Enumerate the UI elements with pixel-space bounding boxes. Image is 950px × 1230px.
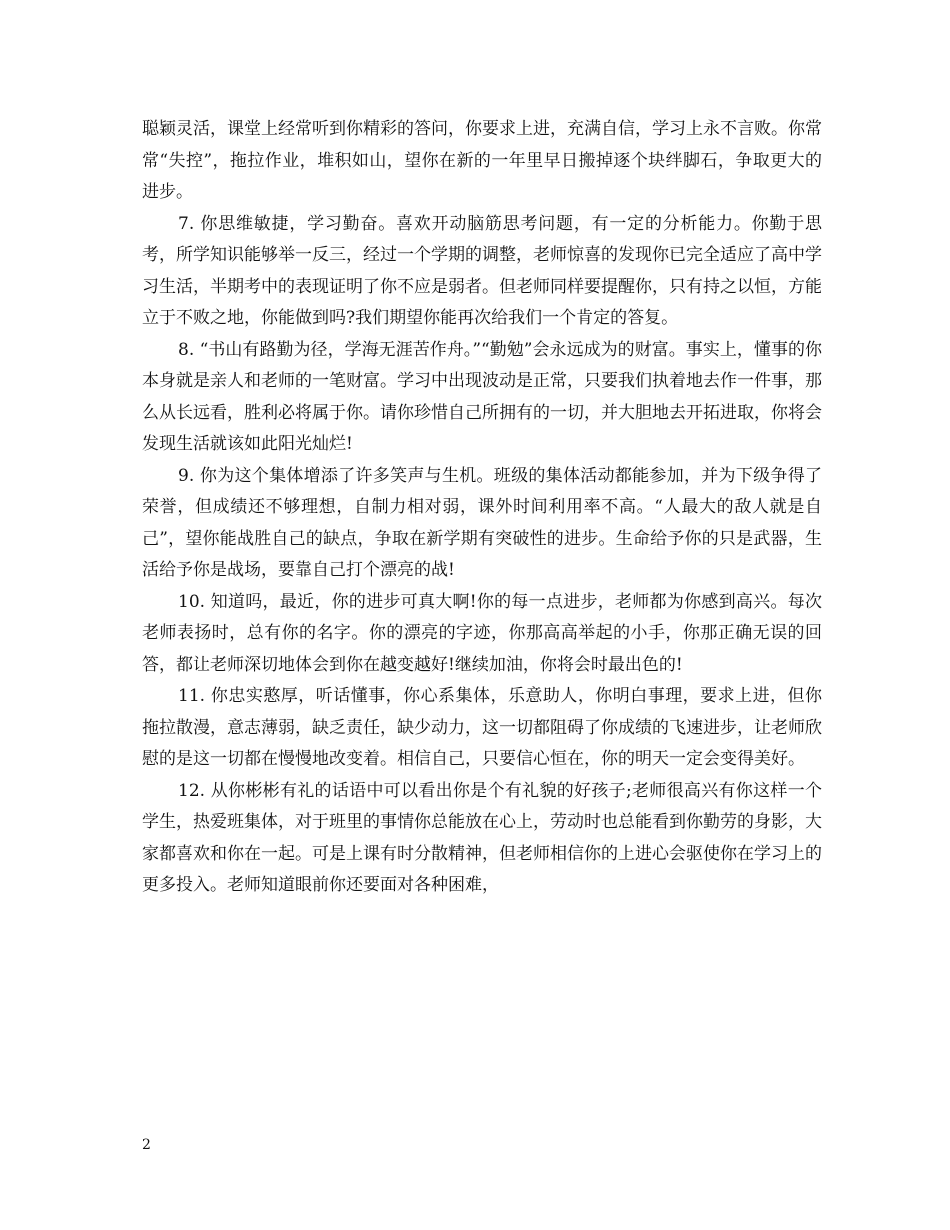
paragraph-comment-9: 9. 你为这个集体增添了许多笑声与生机。班级的集体活动都能参加，并为下级争得了荣誉，但成绩还不够理想，自制力相对弱，课外时间利用率不高。“人最大的敌人就是自己”，望你能战胜自己的缺点，争取在新学期有突破性的进步。生命给予你的只是武器，生活给予你是战场，要靠自己打个漂亮的战! [142, 465, 822, 580]
paragraph-comment-12: 12. 从你彬彬有礼的话语中可以看出你是个有礼貌的好孩子;老师很高兴有你这样一个学生，热爱班集体，对于班里的事情你总能放在心上，劳动时也总能看到你勤劳的身影，大家都喜欢和你在一起。可是上课有时分散精神，但老师相信你的上进心会驱使你在学习上的更多投入。老师知道眼前你还要面对各种困难， [142, 780, 822, 895]
paragraph-comment-11: 11. 你忠实憨厚，听话懂事，你心系集体，乐意助人，你明白事理，要求上进，但你拖拉散漫，意志薄弱，缺乏责任，缺少动力，这一切都阻碍了你成绩的飞速进步，让老师欣慰的是这一切都在慢慢地改变着。相信自己，只要信心恒在，你的明天一定会变得美好。 [142, 686, 822, 769]
document-body [142, 114, 822, 902]
paragraph-comment-8: 8. “书山有路勤为径，学海无涯苦作舟。”“勤勉”会永远成为的财富。事实上，懂事的你本身就是亲人和老师的一笔财富。学习中出现波动是正常，只要我们执着地去作一件事，那么从长远看，胜利必将属于你。请你珍惜自己所拥有的一切，并大胆地去开拓进取，你将会发现生活就该如此阳光灿烂! [142, 339, 822, 454]
paragraph-comment-7: 7. 你思维敏捷，学习勤奋。喜欢开动脑筋思考问题，有一定的分析能力。你勤于思考，所学知识能够举一反三，经过一个学期的调整，老师惊喜的发现你已完全适应了高中学习生活，半期考中的表现证明了你不应是弱者。但老师同样要提醒你，只有持之以恒，方能立于不败之地，你能做到吗?我们期望你能再次给我们一个肯定的答复。 [142, 213, 822, 328]
paragraph-comment-10: 10. 知道吗，最近，你的进步可真大啊!你的每一点进步，老师都为你感到高兴。每次老师表扬时，总有你的名字。你的漂亮的字迹，你那高高举起的小手，你那正确无误的回答，都让老师深切地体会到你在越变越好!继续加油，你将会时最出色的! [142, 591, 822, 675]
page-number: 2 [142, 1137, 151, 1153]
paragraph-continuation: 聪颖灵活，课堂上经常听到你精彩的答问，你要求上进，充满自信，学习上永不言败。你常常“失控”，拖拉作业，堆积如山，望你在新的一年里早日搬掉逐个块绊脚石，争取更大的进步。 [142, 119, 822, 202]
